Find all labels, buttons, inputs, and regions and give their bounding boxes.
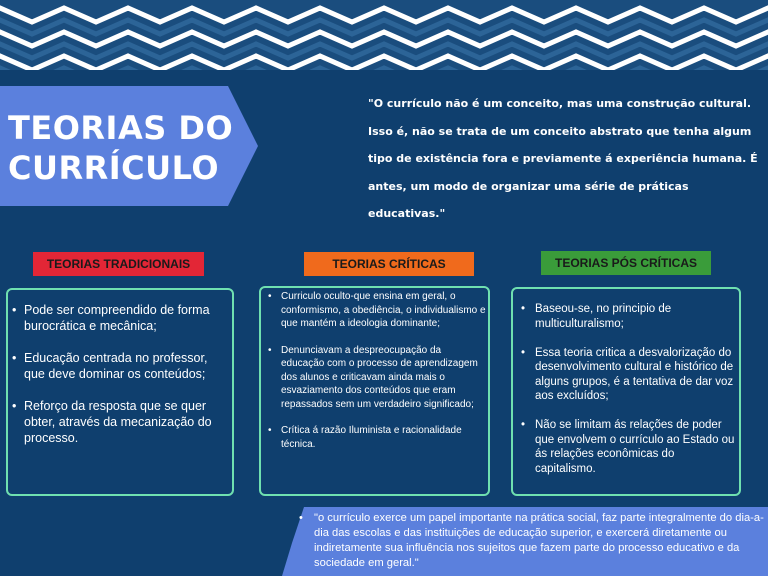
- list-item: • Essa teoria critica a desvalorização do desenvolvimento cultural e histórico de alguns grupos, é a tentativa de dar voz aos excluídos;: [535, 346, 737, 404]
- label-teorias-pos-criticas: TEORIAS PÓS CRÍTICAS: [541, 251, 711, 275]
- list-item: • Crítica á razão Iluminista e racionalidade técnica.: [281, 424, 486, 451]
- list-teorias-tradicionais: [8, 290, 232, 446]
- list-item: • Reforço da resposta que se quer obter, através da mecanização do processo.: [24, 398, 228, 446]
- list-item: • Denunciavam a despreocupação da educação com o processo de aprendizagem dos alunos e criticavam ainda mais o esvaziamento dos conteúdos que eram repassados sem um verdadeiro significado;: [281, 344, 486, 412]
- list-teorias-criticas: [261, 288, 488, 451]
- label-teorias-tradicionais: TEORIAS TRADICIONAIS: [33, 252, 204, 276]
- zigzag-pattern-header: [0, 0, 768, 70]
- list-item: • Baseou-se, no principio de multiculturalismo;: [535, 302, 737, 331]
- bullet-icon: •: [299, 512, 303, 524]
- list-item: • Não se limitam ás relações de poder que envolvem o currículo ao Estado ou ás relações econômicas do capitalismo.: [535, 418, 737, 476]
- bottom-quote: "o currículo exerce um papel importante na prática social, faz parte integralmente do dia-a-dia das escolas e das instituições de educação superior, e exercerá diretamente ou indiretamente sua influência nos sujeitos que fazem parte do processo educativo e da sociedade em geral.": [314, 512, 764, 569]
- box-teorias-tradicionais: [6, 288, 234, 496]
- list-item: • Pode ser compreendido de forma burocrática e mecânica;: [24, 302, 228, 334]
- list-item: • Educação centrada no professor, que deve dominar os conteúdos;: [24, 350, 228, 382]
- list-item: • Curriculo oculto-que ensina em geral, o conformismo, a obediência, o individualismo e que mantém a ideologia dominante;: [281, 290, 486, 331]
- intro-quote: "O currículo não é um conceito, mas uma construção cultural. Isso é, não se trata de um conceito abstrato que tenha algum tipo de existência fora e previamente á experiência humana. É antes, um modo de organizar uma série de práticas educativas.": [368, 97, 758, 220]
- list-teorias-pos-criticas: [513, 289, 739, 476]
- page-title: TEORIAS DO CURRÍCULO: [8, 109, 234, 187]
- label-teorias-criticas: TEORIAS CRÍTICAS: [304, 252, 474, 276]
- box-teorias-criticas: [259, 286, 490, 496]
- box-teorias-pos-criticas: [511, 287, 741, 496]
